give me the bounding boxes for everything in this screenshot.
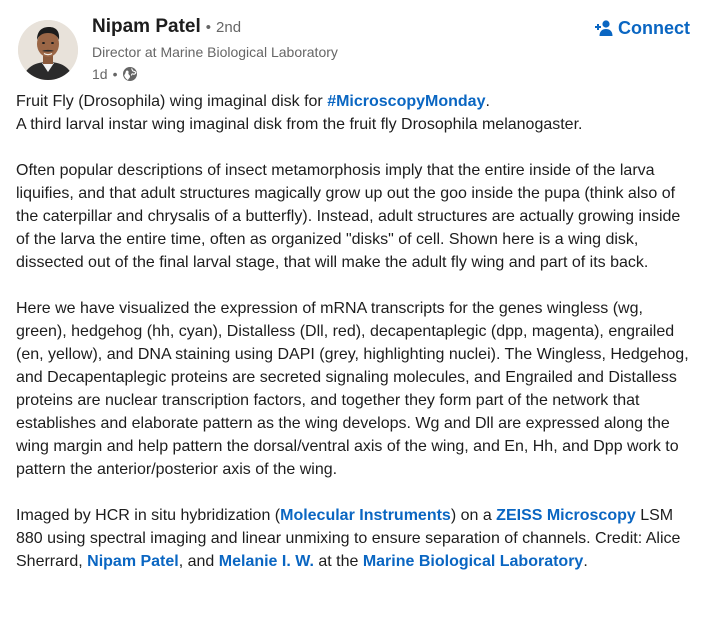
post-time: 1d <box>92 66 108 82</box>
post-header <box>16 14 690 84</box>
post-paragraph-1-line-2: A third larval instar wing imaginal disk from the fruit fly Drosophila melanogaster. <box>16 116 583 133</box>
post-paragraph-1 <box>16 90 692 113</box>
post-text-segment: ) on a <box>450 507 497 524</box>
post-text-segment: LSM 880 using spectral imaging and linear unmixing to ensure separation of channels. Credit: Alice Sherrard, <box>16 507 681 570</box>
author-headline: Director at Marine Biological Laboratory <box>92 44 338 60</box>
person-add-icon <box>594 19 614 37</box>
mention-link[interactable]: ZEISS Microscopy <box>496 507 636 524</box>
post-text-segment: Imaged by HCR in situ hybridization ( <box>16 507 281 524</box>
post-paragraph-4 <box>16 504 692 573</box>
separator-dot: • <box>205 19 212 36</box>
author-name[interactable]: Nipam Patel <box>92 16 201 37</box>
paragraph-gap <box>16 136 692 159</box>
post-time-row <box>92 64 338 84</box>
connect-button[interactable] <box>594 14 690 42</box>
paragraph-gap <box>16 481 692 504</box>
post-text-segment: . <box>485 93 490 110</box>
post-paragraph-3: Here we have visualized the expression of mRNA transcripts for the genes wingless (wg, green), hedgehog (hh, cyan), Distalless (Dll, red), decapentaplegic (dpp, magenta), engrailed (en, yellow), and DNA staining using DAPI (grey, highlighting nuclei). The Wingless, Hedgehog, and Decapentaplegic proteins are secreted signaling molecules, and Engrailed and Distalless proteins are nuclear transcription factors, and together they form part of the network that establishes and elaborate pattern as the wing develops. Wg and Dll are expressed along the wing margin and help pattern the dorsal/ventral axis of the wing, and En, Hh, and Dpp work to pattern the anterior/posterior axis of the wing. <box>16 300 689 478</box>
avatar-photo <box>18 20 78 80</box>
post-text-segment: at the <box>313 553 363 570</box>
hashtag-link[interactable]: #MicroscopyMonday <box>327 93 486 110</box>
connection-degree: 2nd <box>216 19 242 36</box>
post-text-segment: Fruit Fly (Drosophila) wing imaginal disk for <box>16 93 328 110</box>
avatar[interactable] <box>18 20 78 80</box>
separator-dot: • <box>112 66 118 82</box>
post-text-segment: . <box>583 553 588 570</box>
mention-link[interactable]: Molecular Instruments <box>280 507 451 524</box>
author-name-row <box>92 16 338 42</box>
mention-link[interactable]: Nipam Patel <box>87 553 179 570</box>
mention-link[interactable]: Marine Biological Laboratory <box>362 553 584 570</box>
post-text-segment: , and <box>178 553 219 570</box>
mention-link[interactable]: Melanie I. W. <box>218 553 314 570</box>
post-text <box>16 90 692 573</box>
connect-label: Connect <box>618 17 690 38</box>
globe-icon <box>122 66 138 82</box>
author-meta <box>92 16 338 84</box>
paragraph-gap <box>16 274 692 297</box>
post-paragraph-2: Often popular descriptions of insect metamorphosis imply that the entire inside of the larva liquifies, and that adult structures magically grow up out the goo inside the pupa (think also of the caterpillar and chrysalis of a butterfly). Instead, adult structures are actually growing inside of the larva the entire time, often as organized "disks" of cell. Shown here is a wing disk, dissected out of the final larval stage, that will make the adult fly wing and part of its back. <box>16 162 681 271</box>
